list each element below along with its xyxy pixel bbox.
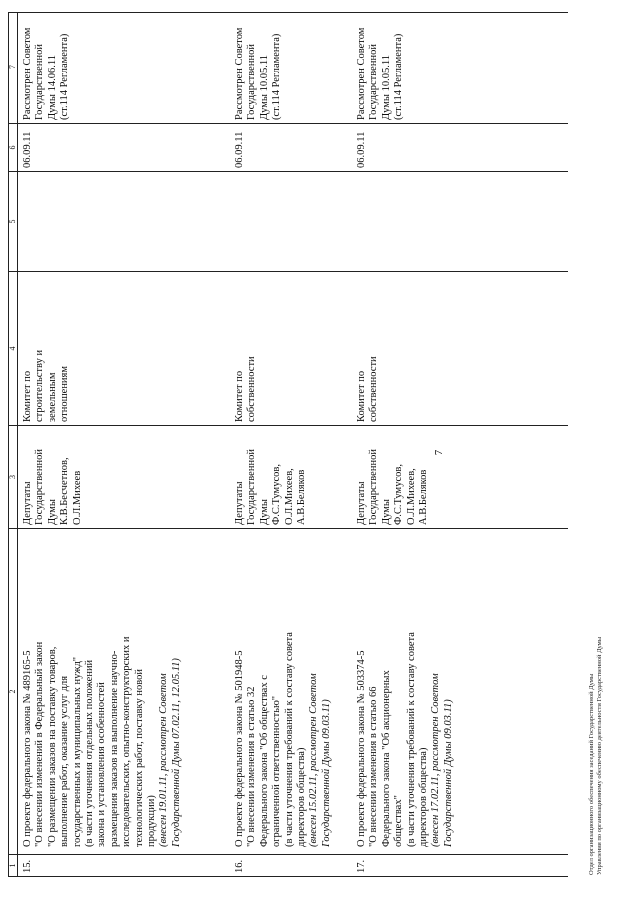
status-line: Рассмотрен Советом [22,27,33,120]
status-line: Государственной [368,44,380,120]
committee-line: собственности [368,356,380,422]
bill-title-line: Федерального закона "Об акционерных [380,670,392,847]
page-number: 7 [433,449,445,456]
column-header-7: 7 [8,65,17,69]
status-line: Рассмотрен Советом [356,27,367,120]
column-header-5: 5 [9,171,17,271]
consideration-date: 06.09.11 [22,131,33,168]
status-line: (ст.114 Регламента) [59,33,71,120]
author-line: Депутаты [22,481,33,525]
bill-title-line: "О внесении изменения в статью 32 [246,686,258,847]
responsible-committee [356,274,381,422]
column-divider [8,171,568,172]
bill-note-line: Государственной Думы 09.03.11) [320,699,332,847]
author-line: Депутаты [234,481,245,525]
table-header-row [8,12,18,877]
bill-title-line: исследовательских, опытно-конструкторских и [121,636,133,847]
bill-status [356,12,406,120]
column-divider [8,123,568,124]
column-header-2: 2 [9,528,17,854]
bill-authors [356,427,430,525]
bill-title [356,529,455,847]
status-line: Государственной [246,44,258,120]
status-line: Думы 14.06.11 [46,55,58,120]
committee-line: Комитет по [234,370,245,422]
bill-title-line: "О внесении изменения в статью 66 [368,686,380,847]
column-header-4: 4 [9,271,17,425]
author-line: О.Л.Михеев, [405,468,417,525]
column-header-3: 3 [9,425,17,528]
row-number: 15. [22,859,33,873]
author-line: Депутаты [356,481,367,525]
bill-note-line: (внесен 17.02.11, рассмотрен Советом [430,673,442,847]
bill-title-line: закона и установления особенностей [96,682,108,847]
author-line: А.В.Беляков [418,469,430,525]
status-line: Рассмотрен Советом [234,27,245,120]
author-line: Думы [380,499,392,525]
column-divider [8,271,568,272]
bill-title-line: О проекте федерального закона № 489165-5 [22,650,33,847]
bill-title-line: директоров общества) [296,747,308,847]
bill-note-line: (внесен 19.01.11, рассмотрен Советом [158,673,170,847]
bill-title-line: государственных и муниципальных нужд" [71,656,83,847]
column-header-6: 6 [9,123,17,171]
responsible-committee [234,274,259,422]
bill-title-line: размещения заказов на выполнение научно- [108,650,120,847]
author-line: Государственной [34,449,46,525]
author-line: К.В.Бесчетнов, [59,457,71,525]
author-line: О.Л.Михеев, [283,468,295,525]
column-divider [8,854,568,855]
author-line: А.В.Беляков [296,469,308,525]
committee-line: Комитет по [22,370,33,422]
row-number: 17. [356,859,367,873]
bill-status [234,12,284,120]
bill-title-line: О проекте федерального закона № 501948-5 [234,650,245,847]
bill-title-line: "О размещении заказов на поставку товаров, [46,646,58,847]
column-divider [8,876,568,877]
column-divider [8,425,568,426]
consideration-date: 06.09.11 [234,131,245,168]
bill-title-line: продукции) [146,795,158,847]
status-line: Думы 10.05.11 [258,55,270,120]
status-line: (ст.114 Регламента) [393,33,405,120]
consideration-date: 06.09.11 [356,131,367,168]
bill-title [234,529,333,847]
committee-line: собственности [246,356,258,422]
footer [588,637,604,875]
bill-note-line: Государственной Думы 07.02.11, 12.05.11) [170,658,182,847]
bill-authors [22,427,84,525]
bill-title-line: (в части уточнения требований к составу совета [283,632,295,847]
column-divider [8,12,568,13]
author-line: Думы [258,499,270,525]
status-line: Государственной [34,44,46,120]
author-line: Государственной [368,449,380,525]
bill-title-line: технологических работ, поставку новой [133,669,145,847]
column-header-1: 1 [9,854,17,876]
bill-title-line: "О внесении изменений в Федеральный закон [34,641,46,847]
row-number: 16. [234,859,245,873]
bill-title-line: выполнение работ, оказание услуг для [59,675,71,847]
status-line: (ст.114 Регламента) [271,33,283,120]
bill-title-line: директоров общества) [418,747,430,847]
bill-note-line: (внесен 15.02.11, рассмотрен Советом [308,673,320,847]
committee-line: отношениям [59,365,71,422]
bill-status [22,12,72,120]
bill-title-line: (в части уточнения требований к составу совета [405,632,417,847]
author-line: Государственной [246,449,258,525]
bill-title [22,529,183,847]
footer-line-directorate: Управления по организационному обеспечению деятельности Государственной Думы [596,636,603,875]
author-line: Ф.С.Тумусов, [393,464,405,525]
committee-line: строительству и [34,349,46,422]
author-line: О.Л.Михеев [71,470,83,525]
responsible-committee [22,274,72,422]
bill-title-line: О проекте федерального закона № 503374-5 [356,650,367,847]
footer-line-department: Отдел организационного обеспечения заседаний Государственной Думы [588,673,595,875]
status-line: Думы 10.05.11 [380,55,392,120]
committee-line: земельным [46,372,58,422]
committee-line: Комитет по [356,370,367,422]
bill-authors [234,427,308,525]
author-line: Ф.С.Тумусов, [271,464,283,525]
author-line: Думы [46,499,58,525]
bill-title-line: (в части уточнения отдельных положений [84,659,96,847]
bill-title-line: обществах" [393,795,405,847]
bill-title-line: ограниченной ответственностью" [271,695,283,847]
bill-note-line: Государственной Думы 09.03.11) [442,699,454,847]
bill-title-line: Федерального закона "Об обществах с [258,675,270,847]
